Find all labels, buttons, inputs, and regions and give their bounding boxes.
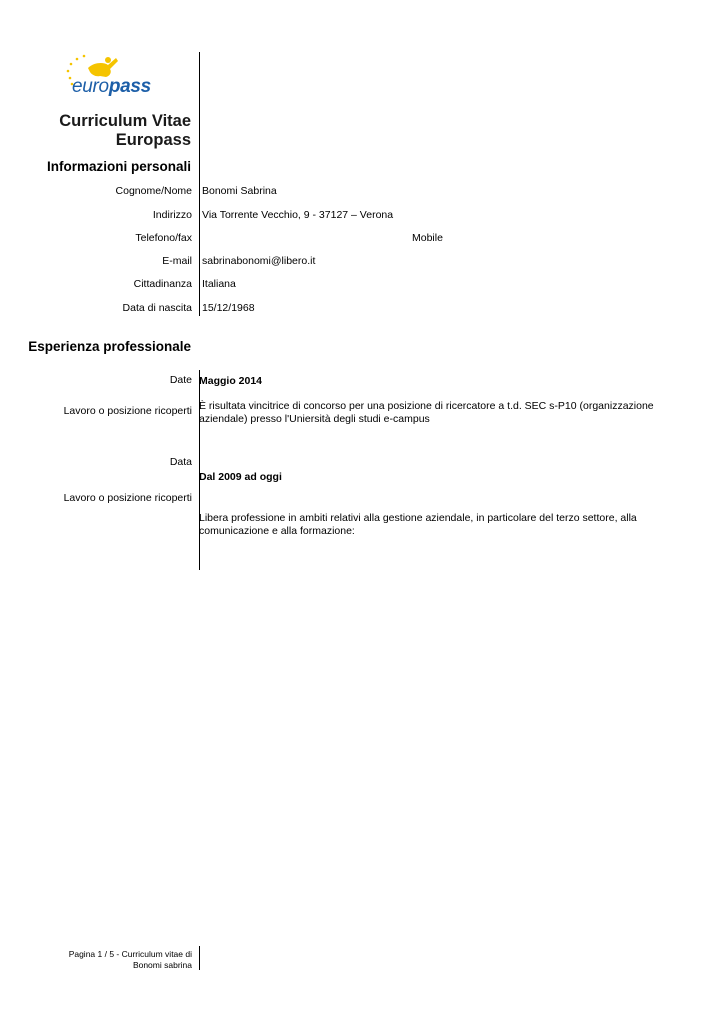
section-heading-experience: Esperienza professionale (28, 339, 191, 354)
value-date-2: Dal 2009 ad oggi (199, 471, 282, 483)
column-divider-footer (199, 946, 200, 970)
label-birthdate: Data di nascita (122, 302, 192, 314)
label-email: E-mail (162, 255, 192, 267)
label-date-2: Data (169, 456, 192, 468)
footer-line-2: Bonomi sabrina (132, 960, 192, 970)
value-email: sabrinabonomi@libero.it (202, 255, 316, 267)
value-role-2: Libera professione in ambiti relativi alla gestione aziendale, in particolare del terzo settore, alla comunicazione e alla formazione: (199, 512, 637, 537)
value-birthdate: 15/12/1968 (202, 302, 255, 314)
column-divider-top (199, 52, 200, 316)
value-address: Via Torrente Vecchio, 9 - 37127 – Verona (202, 209, 394, 221)
label-mobile: Mobile (412, 232, 443, 244)
label-address: Indirizzo (152, 209, 192, 221)
value-citizenship: Italiana (202, 278, 236, 290)
value-date-1: Maggio 2014 (199, 375, 263, 387)
title-line-2: Europass (115, 131, 191, 149)
logo-text-pass: pass (108, 76, 151, 97)
page-footer (69, 949, 192, 971)
value-name: Bonomi Sabrina (202, 185, 277, 197)
label-role-1: Lavoro o posizione ricoperti (63, 405, 192, 417)
page-title (59, 112, 191, 150)
label-name: Cognome/Nome (115, 185, 192, 197)
label-citizenship: Cittadinanza (133, 278, 192, 290)
logo-text-euro: euro (72, 76, 109, 97)
title-line-1: Curriculum Vitae (59, 112, 191, 130)
value-role-1: È risultata vincitrice di concorso per una posizione di ricercatore a t.d. SEC s-P10 (organizzazione aziendale) presso l'Uniersità degli studi e-campus (199, 400, 654, 425)
label-phone: Telefono/fax (135, 232, 192, 244)
section-heading-personal: Informazioni personali (46, 159, 191, 174)
label-date-1: Date (169, 374, 192, 386)
footer-line-1: Pagina 1 / 5 - Curriculum vitae di (68, 949, 192, 959)
label-role-2: Lavoro o posizione ricoperti (63, 492, 192, 504)
europass-wordmark (72, 76, 151, 98)
